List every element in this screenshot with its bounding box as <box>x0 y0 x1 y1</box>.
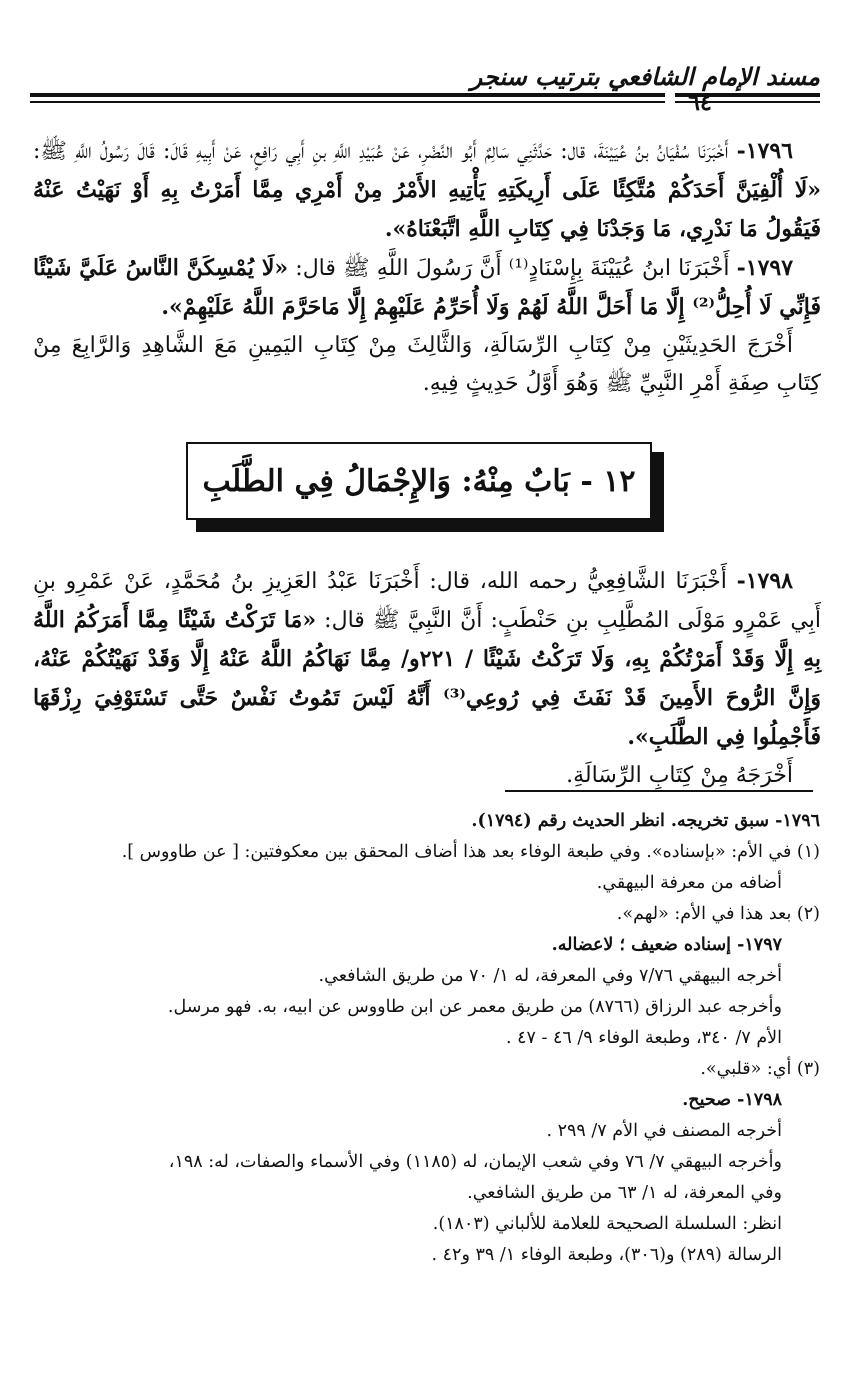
footnote-1797-head: ١٧٩٧- إسناده ضعيف ؛ لاعضاله. <box>551 935 782 955</box>
footnote-1796: ١٧٩٦- سبق تخريجه. انظر الحديث رقم (١٧٩٤). <box>471 811 820 831</box>
hadith-1797-isnad: أَخْبَرَنَا ابنُ عُيَيْنَةَ بِإِسْنَادٍ⁽¹⁾ أَنَّ رَسُولَ اللَّهِ ﷺ قال: <box>288 256 737 281</box>
footnote-1798-line-5: الرسالة (٢٨٩) و(٣٠٦)، وطبعة الوفاء ١/ ٣٩ و٤٢ . <box>431 1245 782 1265</box>
footnote-1797-line-3: الأم ٧/ ٣٤٠، وطبعة الوفاء ٩/ ٤٦ - ٤٧ . <box>506 1028 782 1048</box>
footnote-1798-line-2: وأخرجه البيهقي ٧/ ٧٦ وفي شعب الإيمان، له (١١٨٥) وفي الأسماء والصفات، له: ١٩٨، <box>168 1152 782 1172</box>
footnote-separator <box>505 790 813 792</box>
footnote-1798-line-3: وفي المعرفة، له ١/ ٦٣ من طريق الشافعي. <box>467 1183 782 1203</box>
takhrij-section-2: أَخْرَجَهُ مِنْ كِتَابِ الرِّسَالَةِ. <box>566 763 793 788</box>
hadith-number-1798: ١٧٩٨- <box>736 568 793 594</box>
footnote-1798-line-4: انظر: السلسلة الصحيحة للعلامة للألباني (١٨٠٣). <box>432 1214 782 1234</box>
footnote-3: (٣) أي: «قلبي». <box>700 1059 820 1079</box>
chapter-title: ١٢ - بَابٌ مِنْهُ: وَالإِجْمَالُ فِي الطَّلَبِ <box>202 463 636 499</box>
hadith-1796-isnad: أَخْبَرَنَا سُفْيَانُ بنُ عُيَيْنَةَ، قال: حَدَّثَنِي سَالِمٌ أَبُو النَّضْرِ، عَنْ عُبَيْدِ اللَّهِ بنِ أَبِي رَافِعٍ، عَنْ أَبِيهِ قَالَ: قَالَ رَسُولُ اللَّهِ ﷺ: <box>33 139 737 164</box>
footnote-1-cont: أضافه من معرفة البيهقي. <box>596 873 782 893</box>
header-rule-left-thin <box>30 101 665 103</box>
footnote-1797-line-2: وأخرجه عبد الرزاق (٨٧٦٦) من طريق معمر عن ابن طاووس عن ابيه، به. فهو مرسل. <box>167 997 782 1017</box>
hadith-1798 <box>33 562 821 757</box>
footnote-1: (١) في الأم: «بإسناده». وفي طبعة الوفاء بعد هذا أضاف المحقق بين معكوفتين: [ عن طاووس ]. <box>121 842 820 862</box>
takhrij-section-1: أَخْرَجَ الحَدِيثَيْنِ مِنْ كِتَابِ الرِّسَالَةِ، وَالثَّالِثَ مِنْ كِتَابِ اليَمِينِ مَعَ الشَّاهِدِ وَالرَّابِعَ مِنْ كِتَابِ صِفَةِ أَمْرِ النَّبِيِّ ﷺ وَهُوَ أَوَّلُ حَدِيثٍ فِيهِ. <box>33 333 821 396</box>
main-text-section-2 <box>33 562 821 795</box>
hadith-number-1797: ١٧٩٧- <box>736 255 794 281</box>
footnote-2: (٢) بعد هذا في الأم: «لهم». <box>616 904 820 924</box>
footnote-1798-line-1: أخرجه المصنف في الأم ٧/ ٢٩٩ . <box>546 1121 782 1141</box>
footnote-1797-line-1: أخرجه البيهقي ٧/٧٦ وفي المعرفة، له ١/ ٧٠ من طريق الشافعي. <box>318 966 782 986</box>
hadith-1797-matn: «لَا يُمْسِكَنَّ النَّاسُ عَلَيَّ شَيْئًا فَإِنِّي لَا أُحِلُّ⁽²⁾ إِلَّا مَا أَحَلَّ اللَّهُ لَهُمْ وَلَا أُحَرِّمُ عَلَيْهِمْ إِلَّا مَاحَرَّمَ اللَّهُ عَلَيْهِمْ». <box>33 255 821 320</box>
hadith-1798-isnad: أَخْبَرَنَا الشَّافِعِيُّ رحمه الله، قال: أَخْبَرَنَا عَبْدُ العَزِيزِ بنُ مُحَمَّدٍ، عَنْ عَمْرِو بنِ أَبِي عَمْرٍو مَوْلَى المُطَّلِبِ بنِ حَنْطَبٍ: أَنَّ النَّبِيَّ ﷺ قال: <box>33 569 821 633</box>
running-title: مسند الإمام الشافعي بترتيب سنجر <box>470 62 820 91</box>
hadith-number-1796: ١٧٩٦- <box>736 138 793 164</box>
hadith-1798-matn: «مَا تَرَكْتُ شَيْئًا مِمَّا أَمَرَكُمُ اللَّهُ بِهِ إِلَّا وَقَدْ أَمَرْتُكُمْ بِهِ، وَلَا تَرَكْتُ شَيْئًا / ٢٢١و/ مِمَّا نَهَاكُمُ اللَّهُ عَنْهُ إِلَّا وَقَدْ نَهَيْتُكُمْ عَنْهُ، وَإِنَّ الرُّوحَ الأَمِينَ قَدْ نَفَثَ فِي رُوعِي⁽³⁾ أَنَّهُ لَيْسَ تَمُوتُ نَفْسٌ حَتَّى تَسْتَوْفِيَ رِزْقَهَا فَأَجْمِلُوا فِي الطَّلَبِ». <box>33 607 822 750</box>
hadith-1796 <box>33 132 821 249</box>
chapter-heading-box <box>186 442 652 520</box>
page-number: ٦٤ <box>688 90 712 116</box>
footnote-1798-head: ١٧٩٨- صحيح. <box>682 1090 782 1110</box>
footnotes <box>45 806 820 1271</box>
hadith-1797 <box>33 249 821 327</box>
header-rule-left-thick <box>30 93 665 97</box>
main-text-section-1 <box>33 132 821 403</box>
hadith-1796-matn: «لَا أُلْفِيَنَّ أَحَدَكُمْ مُتَّكِئًا عَلَى أَرِيكَتِهِ يَأْتِيهِ الأَمْرُ مِنْ أَمْرِي مِمَّا أَمَرْتُ بِهِ أَوْ نَهَيْتُ عَنْهُ فَيَقُولُ مَا نَدْرِي، مَا وَجَدْنَا فِي كِتَابِ اللَّهِ اتَّبَعْنَاهُ». <box>33 177 821 242</box>
